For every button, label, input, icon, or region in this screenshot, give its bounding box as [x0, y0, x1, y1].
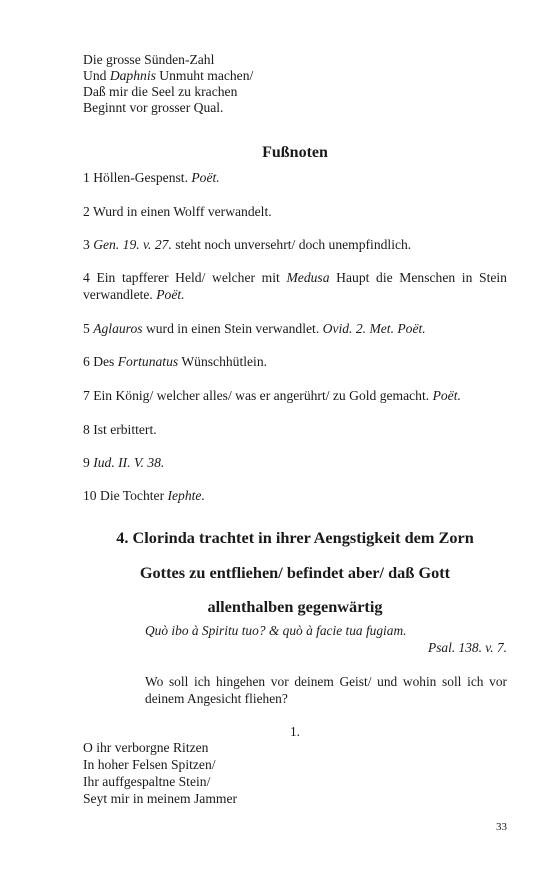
footnote-2: 2 Wurd in einen Wolff verwandelt.: [83, 204, 272, 219]
poem-title: 4. Clorinda trachtet in ihrer Aengstigkeit dem Zorn: [116, 528, 474, 547]
motto-latin: Quò ibo à Spiritu tuo? & quò à facie tua fugiam.: [145, 623, 407, 638]
verse-line: Die grosse Sünden-Zahl: [83, 52, 215, 67]
poem-title: allenthalben gegenwärtig: [207, 597, 383, 616]
stanza-line: Seyt mir in meinem Jammer: [83, 791, 238, 806]
footnote-3: 3 Gen. 19. v. 27. steht noch unversehrt/ doch unempfindlich.: [83, 237, 412, 252]
footnote-1: 1 Höllen-Gespenst. Poët.: [83, 170, 220, 185]
footnote-6: 6 Des Fortunatus Wünschhütlein.: [83, 354, 268, 369]
verse-line: Beginnt vor grosser Qual.: [83, 100, 224, 115]
verse-line: Und Daphnis Unmuht machen/: [83, 68, 254, 83]
motto-german: Wo soll ich hingehen vor deinem Geist/ und wohin soll ich vor deinem Angesicht fliehen?: [145, 674, 507, 706]
stanza-number: 1.: [289, 724, 301, 739]
page-number: 33: [496, 821, 507, 833]
footnotes-heading: Fußnoten: [262, 144, 328, 161]
stanza-line: In hoher Felsen Spitzen/: [83, 757, 216, 772]
footnote-10: 10 Die Tochter Iephte.: [83, 488, 205, 503]
stanza-line: O ihr verborgne Ritzen: [83, 740, 209, 755]
poem-title: Gottes zu entfliehen/ befindet aber/ daß Gott: [139, 563, 451, 582]
footnote-7: 7 Ein König/ welcher alles/ was er angerührt/ zu Gold gemacht. Poët.: [83, 388, 461, 403]
footnote-8: 8 Ist erbittert.: [83, 422, 157, 437]
stanza-line: Ihr auffgespaltne Stein/: [83, 774, 211, 789]
verse-line: Daß mir die Seel zu krachen: [83, 84, 238, 99]
motto-reference: Psal. 138. v. 7.: [428, 640, 507, 655]
footnote-5: 5 Aglauros wurd in einen Stein verwandlet. Ovid. 2. Met. Poët.: [83, 321, 426, 336]
footnote-9: 9 Iud. II. V. 38.: [83, 455, 165, 470]
footnote-4: 4 Ein tapfferer Held/ welcher mit Medusa Haupt die Menschen in Stein verwandlete. Poët.: [83, 270, 507, 302]
